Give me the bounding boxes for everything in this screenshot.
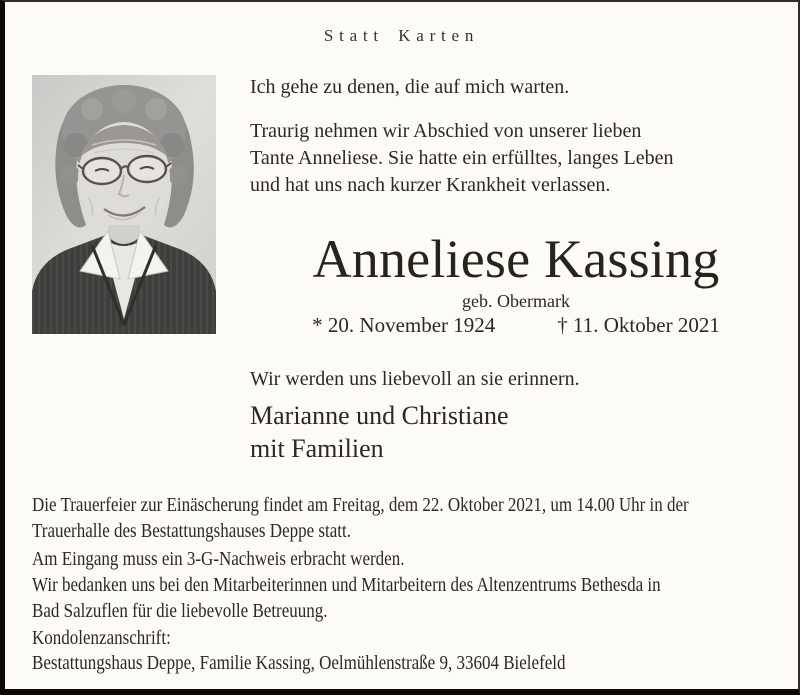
life-dates: [250, 313, 782, 338]
pre-title: Statt Karten: [323, 26, 480, 45]
portrait-photo-illustration: [32, 75, 216, 334]
birth-date: * 20. November 1924: [312, 313, 496, 337]
death-date: † 11. Oktober 2021: [557, 313, 720, 337]
condolence-label: Kondolenzanschrift:: [32, 627, 171, 649]
thanks-paragraph: [32, 572, 772, 624]
funeral-info-line: Die Trauerfeier zur Einäscherung findet am Freitag, dem 22. Oktober 2021, um 14.00 Uhr in der: [32, 494, 689, 516]
motto-line: Ich gehe zu denen, die auf mich warten.: [250, 76, 570, 98]
intro-line: Tante Anneliese. Sie hatte ein erfülltes, langes Leben: [250, 147, 674, 169]
mourners-line: Marianne und Christiane: [250, 401, 509, 430]
deceased-name: Anneliese Kassing: [312, 229, 720, 289]
entry-requirement: [32, 546, 470, 572]
remembrance-line: Wir werden uns liebevoll an sie erinnern.: [250, 368, 580, 390]
entry-requirement-line: Am Eingang muss ein 3-G-Nachweis erbracht werden.: [32, 548, 405, 570]
maiden-name: geb. Obermark: [462, 291, 570, 311]
intro-line: Traurig nehmen wir Abschied von unserer lieben: [250, 120, 642, 142]
mourners-line: mit Familien: [250, 434, 384, 463]
thanks-line: Wir bedanken uns bei den Mitarbeiterinnen und Mitarbeitern des Altenzentrums Bethesda in: [32, 574, 661, 596]
mourners-block: [250, 399, 509, 465]
obituary-text-column: [250, 2, 782, 482]
intro-line: und hat uns nach kurzer Krankheit verlassen.: [250, 174, 611, 196]
funeral-info: [32, 492, 800, 544]
intro-paragraph: [250, 118, 673, 199]
condolence-address: Bestattungshaus Deppe, Familie Kassing, Oelmühlenstraße 9, 33604 Bielefeld: [32, 652, 566, 674]
portrait-photo: [32, 75, 216, 334]
funeral-info-line: Trauerhalle des Bestattungshauses Deppe statt.: [32, 520, 352, 542]
thanks-line: Bad Salzuflen für die liebevolle Betreuung.: [32, 600, 328, 622]
